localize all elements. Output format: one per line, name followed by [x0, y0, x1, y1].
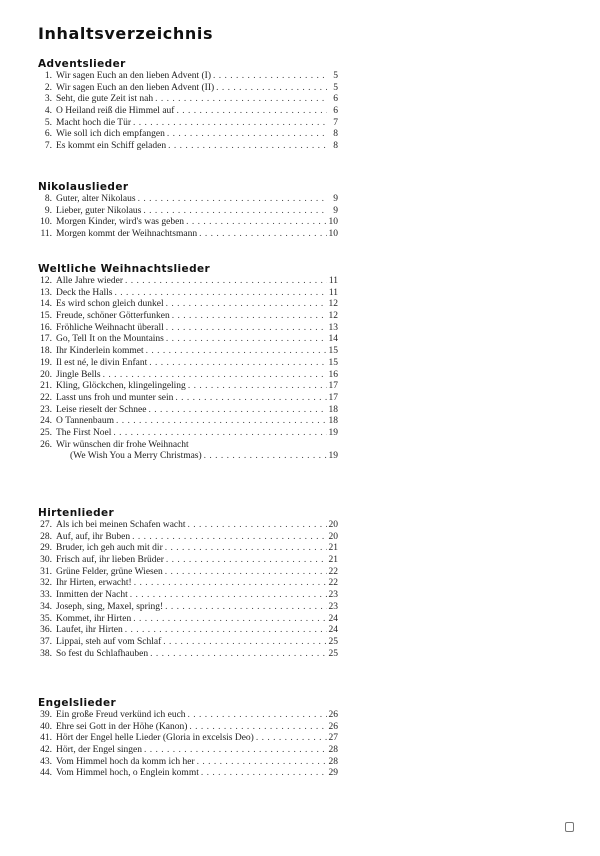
entry-number: 34.: [40, 601, 52, 612]
entry-title: Freude, schöner Götterfunken: [56, 311, 170, 322]
section-engelslieder: [38, 696, 338, 780]
entry-title: Ihr Hirten, erwacht!: [56, 578, 132, 589]
dot-leader: [176, 106, 327, 118]
dot-leader: [114, 288, 326, 300]
toc-entry[interactable]: [38, 649, 338, 661]
entry-number: 17.: [40, 334, 52, 345]
section-heading: Weltliche Weihnachtslieder: [38, 263, 211, 275]
entry-number: 5.: [44, 117, 52, 128]
dot-leader: [213, 71, 327, 83]
toc-entry[interactable]: [38, 370, 338, 382]
entry-title: Lieber, guter Nikolaus: [56, 205, 142, 216]
entry-page: 25: [328, 636, 338, 647]
entry-title: Morgen kommt der Weihnachtsmann: [56, 229, 198, 240]
entry-page: 26: [328, 721, 338, 732]
entry-title: Jingle Bells: [56, 369, 101, 380]
entry-number: 36.: [40, 625, 52, 636]
toc-entry[interactable]: [38, 71, 338, 83]
dot-leader: [188, 710, 327, 722]
entry-title: Grüne Felder, grüne Wiesen: [56, 566, 163, 577]
dot-leader: [216, 83, 327, 95]
dot-leader: [155, 94, 327, 106]
toc-entry[interactable]: [38, 722, 338, 734]
dot-leader: [168, 141, 327, 153]
dot-leader: [166, 334, 327, 346]
toc-entry[interactable]: [38, 532, 338, 544]
corner-mark: [565, 822, 574, 832]
entry-page: 9: [333, 205, 338, 216]
entry-title: Go, Tell It on the Mountains: [56, 334, 164, 345]
entry-page: 10: [328, 217, 338, 228]
entry-page: 12: [328, 311, 338, 322]
section-adventslieder: [38, 57, 338, 153]
dot-leader: [167, 129, 327, 141]
toc-entry[interactable]: [38, 567, 338, 579]
entry-title: Wir sagen Euch an den lieben Advent (I): [56, 71, 211, 81]
entry-page: 6: [333, 106, 338, 117]
entry-title: Morgen Kinder, wird's was geben: [56, 217, 185, 228]
toc-entry[interactable]: [38, 276, 338, 288]
entry-number: 35.: [40, 613, 52, 624]
entry-page: 8: [333, 141, 338, 152]
toc-entry[interactable]: [38, 428, 338, 440]
dot-leader: [149, 358, 326, 370]
entry-title: Es kommt ein Schiff geladen: [56, 141, 167, 152]
dot-leader: [166, 555, 327, 567]
toc-entry[interactable]: [38, 602, 338, 614]
toc-entry[interactable]: [38, 578, 338, 590]
toc-entry[interactable]: [38, 733, 338, 745]
toc-entry[interactable]: [38, 520, 338, 532]
entry-title: Bruder, ich geh auch mit dir: [56, 543, 163, 554]
entry-title: So fest du Schlafhauben: [56, 648, 149, 659]
entry-title: Kommet, ihr Hirten: [56, 613, 132, 624]
entry-number: 20.: [40, 369, 52, 380]
entry-page: 7: [333, 117, 338, 128]
toc-entry[interactable]: [38, 229, 338, 241]
dot-leader: [113, 428, 326, 440]
entry-number: 24.: [40, 416, 52, 427]
section-heading: Engelslieder: [38, 697, 117, 709]
dot-leader: [165, 543, 327, 555]
entry-title: Macht hoch die Tür: [56, 117, 132, 128]
toc-entry[interactable]: [38, 194, 338, 206]
dot-leader: [125, 625, 327, 637]
dot-leader: [125, 276, 327, 288]
toc-entry[interactable]: [38, 710, 338, 722]
entry-page: 6: [333, 94, 338, 105]
entry-title: Laufet, ihr Hirten: [56, 625, 123, 636]
entry-page: 28: [328, 756, 338, 767]
dot-leader: [165, 567, 327, 579]
toc-entry[interactable]: [38, 393, 338, 405]
entry-title: Auf, auf, ihr Buben: [56, 531, 131, 542]
entry-title: Kling, Glöckchen, klingelingeling: [56, 381, 186, 392]
dot-leader: [204, 451, 327, 463]
entry-number: 27.: [40, 520, 52, 530]
entry-page: 5: [333, 71, 338, 81]
dot-leader: [133, 118, 327, 130]
toc-entry[interactable]: [38, 118, 338, 130]
entry-page: 17: [328, 381, 338, 392]
dot-leader: [188, 381, 327, 393]
entry-number: 18.: [40, 346, 52, 357]
dot-leader: [148, 405, 326, 417]
entry-page: 11: [328, 287, 338, 298]
entry-title: Inmitten der Nacht: [56, 590, 128, 601]
entry-number: 14.: [40, 299, 52, 310]
section-heading: Nikolauslieder: [38, 181, 129, 193]
dot-leader: [150, 649, 326, 661]
dot-leader: [189, 722, 326, 734]
toc-entry[interactable]: [38, 416, 338, 428]
entry-page: 22: [328, 566, 338, 577]
section-heading: Adventslieder: [38, 58, 126, 70]
toc-entry[interactable]: [38, 141, 338, 153]
dot-leader: [256, 733, 327, 745]
entry-number: 9.: [44, 205, 52, 216]
dot-leader: [130, 590, 327, 602]
entry-title: Seht, die gute Zeit ist nah: [56, 94, 154, 105]
entry-number: 3.: [44, 94, 52, 105]
toc-entry[interactable]: [38, 94, 338, 106]
toc-entry[interactable]: [38, 757, 338, 769]
entry-number: 38.: [40, 648, 52, 659]
entry-page: 27: [328, 733, 338, 744]
entry-title: Ein große Freud verkünd ich euch: [56, 710, 186, 720]
entry-number: 28.: [40, 531, 52, 542]
entry-title: Lasst uns froh und munter sein: [56, 392, 174, 403]
section-hirtenlieder: [38, 506, 338, 660]
entry-title: Joseph, sing, Maxel, spring!: [56, 601, 164, 612]
toc-entry[interactable]: [38, 358, 338, 370]
entry-number: 13.: [40, 287, 52, 298]
entry-number: 22.: [40, 392, 52, 403]
toc-entry[interactable]: [38, 590, 338, 602]
toc-entry[interactable]: [38, 405, 338, 417]
entry-number: 32.: [40, 578, 52, 589]
toc-entry[interactable]: [38, 637, 338, 649]
entry-number: 37.: [40, 636, 52, 647]
dot-leader: [199, 229, 326, 241]
toc-entry[interactable]: [38, 206, 338, 218]
entry-page: 24: [328, 613, 338, 624]
dot-leader: [138, 194, 327, 206]
entry-number: 42.: [40, 745, 52, 756]
dot-leader: [201, 768, 327, 780]
entry-page: 20: [328, 520, 338, 530]
toc-entry[interactable]: [38, 381, 338, 393]
entry-page: 15: [328, 357, 338, 368]
entry-page: 26: [328, 710, 338, 720]
entry-page: 17: [328, 392, 338, 403]
section-nikolauslieder: [38, 180, 338, 241]
entry-page: 14: [328, 334, 338, 345]
entry-title: Alle Jahre wieder: [56, 276, 123, 286]
entry-number: 7.: [44, 141, 52, 152]
dot-leader: [166, 299, 327, 311]
entry-title: Leise rieselt der Schnee: [56, 404, 147, 415]
entry-number: 1.: [44, 71, 52, 81]
entry-title: Guter, alter Nikolaus: [56, 194, 136, 204]
entry-page: 23: [328, 601, 338, 612]
dot-leader: [166, 323, 327, 335]
dot-leader: [175, 393, 326, 405]
entry-title: (We Wish You a Merry Christmas): [70, 451, 202, 462]
entry-title: Lippai, steh auf vom Schlaf: [56, 636, 162, 647]
toc-entry[interactable]: [38, 768, 338, 780]
entry-number: 12.: [40, 276, 52, 286]
section-heading: Hirtenlieder: [38, 507, 115, 519]
toc-entry[interactable]: [38, 106, 338, 118]
entry-number: 8.: [44, 194, 52, 204]
entry-title: Frisch auf, ihr lieben Brüder: [56, 555, 164, 566]
entry-title: O Heiland reiß die Himmel auf: [56, 106, 175, 117]
entry-number: 16.: [40, 322, 52, 333]
entry-page: 28: [328, 745, 338, 756]
entry-page: 21: [328, 543, 338, 554]
entry-page: 21: [328, 555, 338, 566]
entry-page: 5: [333, 82, 338, 93]
toc-entry[interactable]: [38, 217, 338, 229]
entry-page: 16: [328, 369, 338, 380]
entry-title: Als ich bei meinen Schafen wacht: [56, 520, 186, 530]
entry-title: Ihr Kinderlein kommet: [56, 346, 144, 357]
entry-number: 4.: [44, 106, 52, 117]
entry-title: Vom Himmel hoch da komm ich her: [56, 756, 195, 767]
toc-entry[interactable]: [38, 543, 338, 555]
entry-number: 33.: [40, 590, 52, 601]
entry-number: 39.: [40, 710, 52, 720]
entry-page: 18: [328, 404, 338, 415]
dot-leader: [165, 602, 326, 614]
entry-page: 12: [328, 299, 338, 310]
dot-leader: [133, 614, 326, 626]
entry-number: 29.: [40, 543, 52, 554]
entry-title: The First Noel: [56, 427, 112, 438]
dot-leader: [144, 745, 326, 757]
entry-title: Il est né, le divin Enfant: [56, 357, 148, 368]
entry-number: 6.: [44, 129, 52, 140]
dot-leader: [197, 757, 327, 769]
entry-number: 11.: [40, 229, 52, 240]
entry-title: Wir wünschen dir frohe Weihnacht: [56, 439, 189, 450]
dot-leader: [163, 637, 326, 649]
entry-page: 18: [328, 416, 338, 427]
entry-page: 13: [328, 322, 338, 333]
entry-page: 25: [328, 648, 338, 659]
toc-entry[interactable]: [38, 555, 338, 567]
dot-leader: [143, 206, 327, 218]
entry-title: Es wird schon gleich dunkel: [56, 299, 164, 310]
entry-number: 10.: [40, 217, 52, 228]
entry-number: 40.: [40, 721, 52, 732]
entry-number: 23.: [40, 404, 52, 415]
entry-title: Vom Himmel hoch, o Englein kommt: [56, 768, 199, 779]
dot-leader: [132, 532, 326, 544]
entry-number: 44.: [40, 768, 52, 779]
entry-page: 15: [328, 346, 338, 357]
entry-page: 10: [328, 229, 338, 240]
entry-page: 19: [328, 451, 338, 462]
toc-entry[interactable]: [38, 440, 338, 452]
entry-number: 41.: [40, 733, 52, 744]
toc-entry-continuation[interactable]: [38, 451, 338, 463]
toc-entry[interactable]: [38, 323, 338, 335]
entry-title: Hört der Engel helle Lieder (Gloria in excelsis Deo): [56, 733, 254, 744]
entry-number: 30.: [40, 555, 52, 566]
entry-title: O Tannenbaum: [56, 416, 114, 427]
toc-entry[interactable]: [38, 288, 338, 300]
dot-leader: [186, 217, 326, 229]
entry-page: 29: [328, 768, 338, 779]
entry-page: 23: [328, 590, 338, 601]
entry-number: 21.: [40, 381, 52, 392]
entry-title: Wie soll ich dich empfangen: [56, 129, 165, 140]
entry-page: 22: [328, 578, 338, 589]
entry-page: 9: [333, 194, 338, 204]
toc-entry[interactable]: [38, 625, 338, 637]
dot-leader: [103, 370, 327, 382]
dot-leader: [116, 416, 327, 428]
toc-entry[interactable]: [38, 83, 338, 95]
entry-page: 8: [333, 129, 338, 140]
entry-number: 15.: [40, 311, 52, 322]
section-weltliche-weihnachtslieder: [38, 262, 338, 463]
page-title: Inhaltsverzeichnis: [38, 24, 214, 43]
entry-page: 20: [328, 531, 338, 542]
toc-entry[interactable]: [38, 299, 338, 311]
entry-title: Wir sagen Euch an den lieben Advent (II): [56, 82, 215, 93]
entry-page: 19: [328, 427, 338, 438]
entry-page: 11: [328, 276, 338, 286]
entry-title: Deck the Halls: [56, 287, 113, 298]
entry-title: Hört, der Engel singen: [56, 745, 143, 756]
toc-entry[interactable]: [38, 129, 338, 141]
entry-number: 25.: [40, 427, 52, 438]
entry-page: 24: [328, 625, 338, 636]
entry-number: 31.: [40, 566, 52, 577]
dot-leader: [172, 311, 327, 323]
entry-number: 26.: [40, 439, 52, 450]
dot-leader: [188, 520, 327, 532]
entry-number: 2.: [44, 82, 52, 93]
toc-entry[interactable]: [38, 346, 338, 358]
entry-title: Ehre sei Gott in der Höhe (Kanon): [56, 721, 188, 732]
toc-entry[interactable]: [38, 745, 338, 757]
dot-leader: [134, 578, 327, 590]
toc-entry[interactable]: [38, 614, 338, 626]
dot-leader: [146, 346, 327, 358]
toc-entry[interactable]: [38, 334, 338, 346]
toc-entry[interactable]: [38, 311, 338, 323]
entry-title: Fröhliche Weihnacht überall: [56, 322, 164, 333]
entry-number: 43.: [40, 756, 52, 767]
entry-number: 19.: [40, 357, 52, 368]
